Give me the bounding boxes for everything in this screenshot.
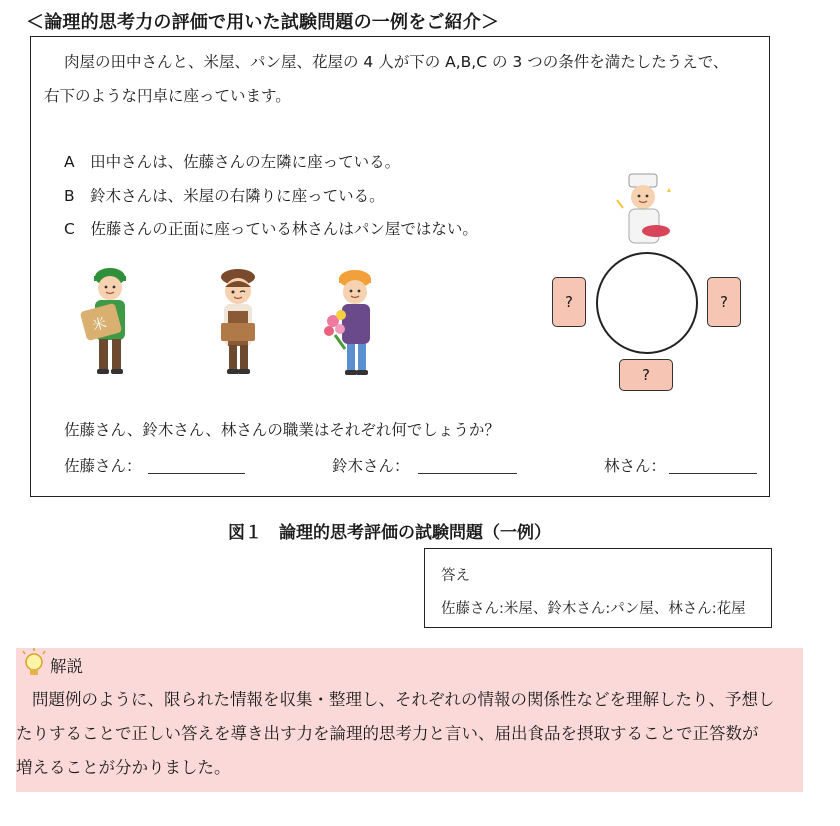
commentary-line1: 問題例のように、限られた情報を収集・整理し、それぞれの情報の関係性などを理解したり、予想し [32, 690, 775, 709]
seat-card-right: ? [707, 277, 741, 327]
butcher-figure [609, 170, 675, 250]
blank-label-suzuki: 鈴木さん： [332, 457, 410, 475]
answer-blank-suzuki [418, 472, 517, 474]
answer-label: 答え [441, 568, 470, 584]
answer-box [424, 548, 772, 628]
question-text: 佐藤さん、鈴木さん、林さんの職業はそれぞれ何でしょうか？ [64, 421, 500, 439]
commentary-line2: たりすることで正しい答えを導き出す力を論理的思考力と言い、届出食品を摂取することで正答数が [16, 724, 759, 743]
lightbulb-icon [21, 648, 47, 678]
blank-label-sato: 佐藤さん： [64, 457, 142, 475]
page-heading: ＜論理的思考力の評価で用いた試験問題の一例をご紹介＞ [26, 12, 500, 33]
seat-card-left: ? [552, 277, 586, 327]
condition-a: A 田中さんは、佐藤さんの左隣に座っている。 [64, 153, 401, 171]
commentary-box [16, 648, 803, 792]
problem-box [30, 36, 770, 497]
condition-b: B 鈴木さんは、米屋の右隣りに座っている。 [64, 187, 385, 205]
answer-text: 佐藤さん:米屋、鈴木さん:パン屋、林さん:花屋 [441, 601, 746, 617]
commentary-title: 解説 [50, 657, 83, 676]
blank-label-hayashi: 林さん： [604, 457, 667, 475]
problem-intro-line1: 肉屋の田中さんと、米屋、パン屋、花屋の 4 人が下の A,B,C の 3 つの条件を満たしたうえで、 [64, 53, 729, 71]
seat-card-bottom: ? [619, 359, 673, 391]
baker-figure [207, 265, 269, 381]
condition-c: C 佐藤さんの正面に座っている林さんはパン屋ではない。 [64, 220, 478, 238]
figure-caption: 図１ 論理的思考評価の試験問題（一例） [228, 523, 551, 543]
answer-blank-sato [148, 472, 245, 474]
commentary-line3: 増えることが分かりました。 [16, 758, 231, 777]
rice-sack-label: 米 [90, 315, 109, 335]
florist-figure [321, 265, 385, 381]
rice-seller-figure [79, 263, 141, 383]
problem-intro-line2: 右下のような円卓に座っています。 [44, 87, 291, 105]
answer-blank-hayashi [669, 472, 757, 474]
round-table [593, 250, 701, 356]
